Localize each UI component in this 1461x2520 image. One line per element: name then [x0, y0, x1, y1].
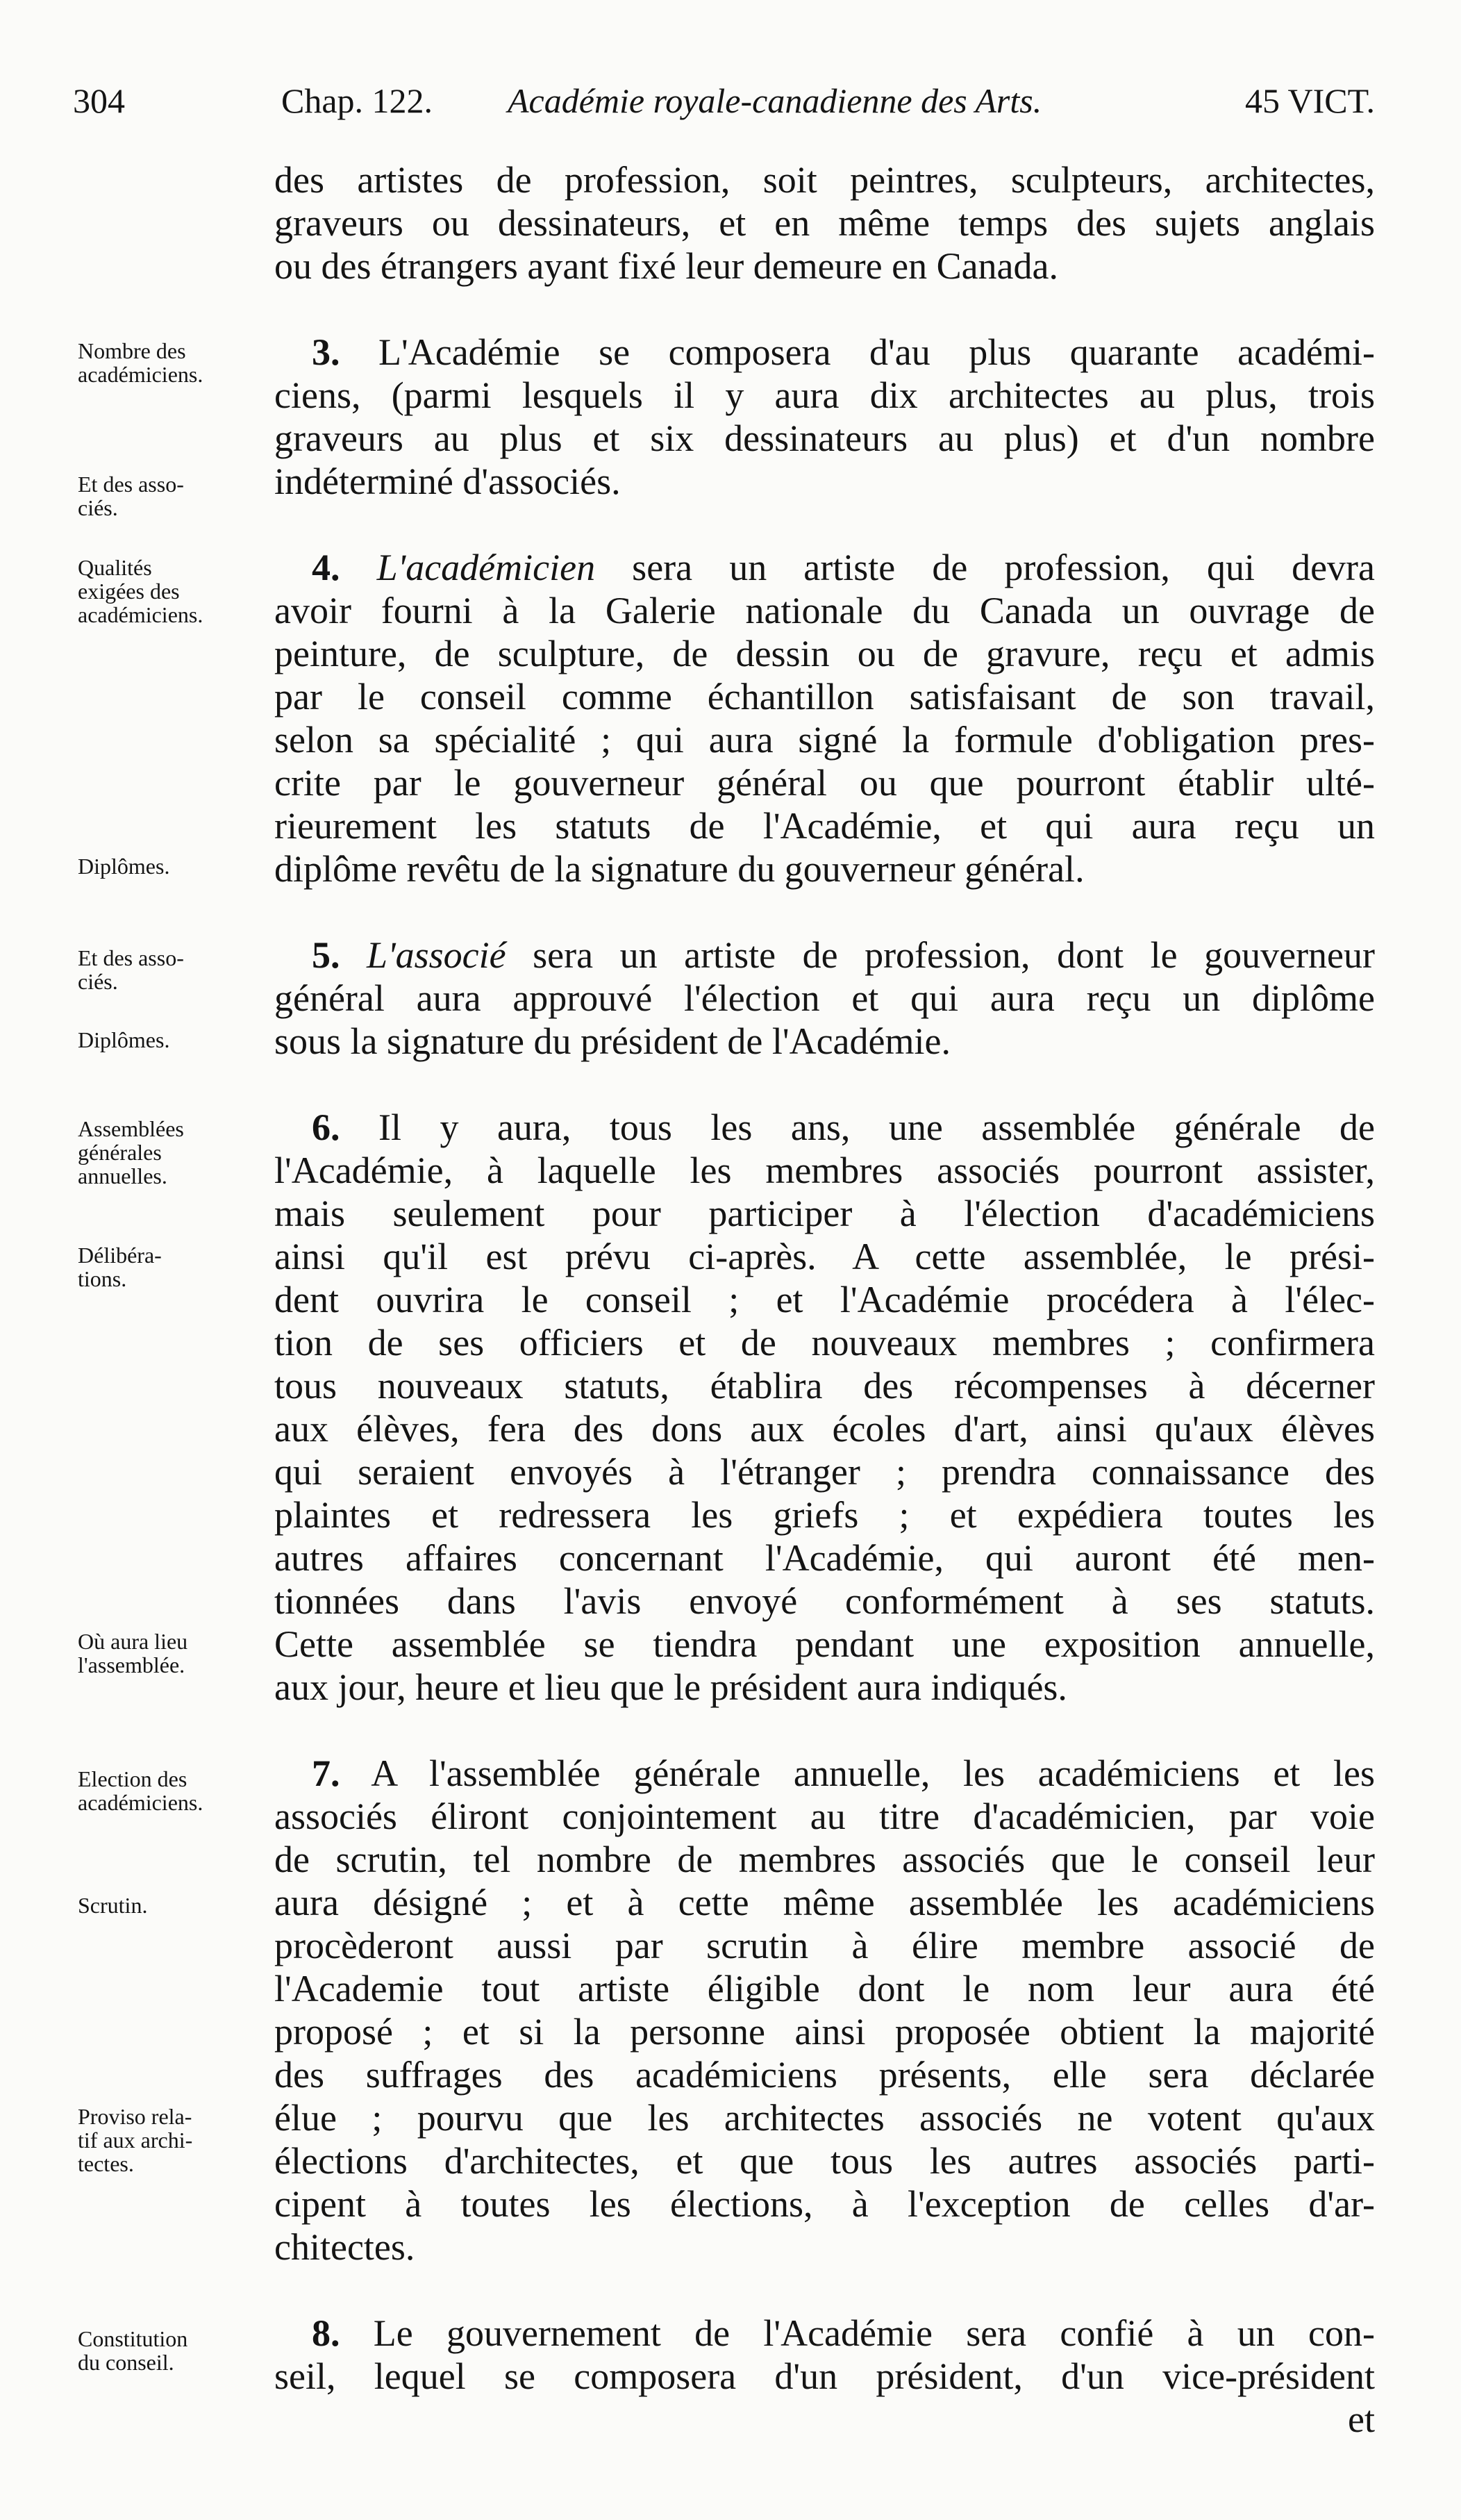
text-line: général aura approuvé l'élection et qui aura reçu un diplôme [274, 977, 1375, 1019]
chapter-number: Chap. 122. [281, 81, 433, 120]
text-line: des artistes de profession, soit peintres, sculpteurs, architectes, [274, 159, 1375, 201]
text-line: Cette assemblée se tiendra pendant une exposition annuelle, [274, 1623, 1375, 1665]
text-line: ou des étrangers ayant fixé leur demeure en Canada. [274, 245, 1058, 287]
text-line: 6. Il y aura, tous les ans, une assemblée générale de [312, 1106, 1375, 1148]
text-line: aura désigné ; et à cette même assemblée les académiciens [274, 1882, 1375, 1923]
text-line: 8. Le gouvernement de l'Académie sera confié à un con- [312, 2312, 1375, 2354]
text-line: 5. L'associé sera un artiste de profession, dont le gouverneur [312, 934, 1375, 976]
text-line: rieurement les statuts de l'Académie, et qui aura reçu un [274, 805, 1375, 847]
section-number: 7. [312, 1752, 340, 1794]
text-line: indéterminé d'associés. [274, 461, 621, 502]
text-line: par le conseil comme échantillon satisfaisant de son travail, [274, 676, 1375, 718]
text-line: diplôme revêtu de la signature du gouverneur général. [274, 848, 1085, 890]
text-line: procèderont aussi par scrutin à élire membre associé de [274, 1925, 1375, 1966]
text-line: élue ; pourvu que les architectes associés ne votent qu'aux [274, 2097, 1375, 2139]
text-line: 3. L'Académie se composera d'au plus quarante académi- [312, 331, 1375, 373]
text-line: peinture, de sculpture, de dessin ou de gravure, reçu et admis [274, 633, 1375, 674]
defined-term: L'académicien [376, 547, 596, 588]
text-line: tous nouveaux statuts, établira des récompenses à décerner [274, 1365, 1375, 1407]
page-number: 304 [73, 81, 125, 120]
margin-note-constitution: Constitution du conseil. [78, 2326, 188, 2375]
section-number: 6. [312, 1106, 340, 1148]
margin-note-associes: Et des asso- ciés. [78, 472, 184, 520]
text-line: des suffrages des académiciens présents, elle sera déclarée [274, 2054, 1375, 2096]
section-number: 3. [312, 331, 340, 373]
text-line: aux élèves, fera des dons aux écoles d'art, ainsi qu'aux élèves [274, 1408, 1375, 1450]
text-line: associés éliront conjointement au titre d'académicien, par voie [274, 1796, 1375, 1837]
margin-note-nombre: Nombre des académiciens. [78, 338, 203, 387]
margin-note-deliberations: Délibéra- tions. [78, 1243, 162, 1291]
margin-note-diplomes: Diplômes. [78, 854, 170, 879]
text-line: élections d'architectes, et que tous les autres associés parti- [274, 2140, 1375, 2182]
text-line: l'Académie, à laquelle les membres associés pourront assister, [274, 1150, 1375, 1191]
margin-note-assemblees: Assemblées générales annuelles. [78, 1116, 184, 1188]
section-number: 4. [312, 547, 340, 588]
margin-note-election: Election des académiciens. [78, 1766, 203, 1815]
text-line: proposé ; et si la personne ainsi proposée obtient la majorité [274, 2011, 1375, 2053]
act-title: Académie royale-canadienne des Arts. [508, 81, 1042, 120]
text-line: mais seulement pour participer à l'élection d'académiciens [274, 1193, 1375, 1234]
section-number: 5. [312, 934, 340, 976]
catchword: et [1348, 2398, 1375, 2440]
text-line: plaintes et redressera les griefs ; et expédiera toutes les [274, 1494, 1375, 1536]
text-line: sous la signature du président de l'Académie. [274, 1020, 951, 1062]
text-line: aux jour, heure et lieu que le président aura indiqués. [274, 1666, 1067, 1708]
text-line: dent ouvrira le conseil ; et l'Académie procédera à l'élec- [274, 1279, 1375, 1320]
margin-note-scrutin: Scrutin. [78, 1893, 148, 1918]
text-line: qui seraient envoyés à l'étranger ; prendra connaissance des [274, 1451, 1375, 1493]
text-line: graveurs ou dessinateurs, et en même temps des sujets anglais [274, 202, 1375, 244]
margin-note-lieu: Où aura lieu l'assemblée. [78, 1629, 188, 1677]
text-line: tionnées dans l'avis envoyé conformément à ses statuts. [274, 1580, 1375, 1622]
regnal-year: 45 VICT. [1244, 81, 1375, 120]
text-line: 4. L'académicien sera un artiste de profession, qui devra [312, 547, 1376, 588]
margin-note-associes: Et des asso- ciés. [78, 945, 184, 994]
text-line: de scrutin, tel nombre de membres associés que le conseil leur [274, 1839, 1375, 1880]
text-line: chitectes. [274, 2226, 415, 2268]
text-line: graveurs au plus et six dessinateurs au plus) et d'un nombre [274, 417, 1375, 459]
text-line: selon sa spécialité ; qui aura signé la formule d'obligation pres- [274, 719, 1375, 761]
text-line: ciens, (parmi lesquels il y aura dix architectes au plus, trois [274, 374, 1375, 416]
text-line: avoir fourni à la Galerie nationale du Canada un ouvrage de [274, 590, 1375, 631]
text-line: 7. A l'assemblée générale annuelle, les académiciens et les [312, 1752, 1375, 1794]
text-line: crite par le gouverneur général ou que pourront établir ulté- [274, 762, 1375, 804]
running-header [73, 69, 1389, 132]
defined-term: L'associé [367, 934, 506, 976]
section-number: 8. [312, 2312, 340, 2354]
text-line: ainsi qu'il est prévu ci-après. A cette assemblée, le prési- [274, 1236, 1375, 1277]
text-line: autres affaires concernant l'Académie, qui auront été men- [274, 1537, 1375, 1579]
margin-note-proviso: Proviso rela- tif aux archi- tectes. [78, 2104, 193, 2176]
text-line: l'Academie tout artiste éligible dont le nom leur aura été [274, 1968, 1375, 2009]
text-line: cipent à toutes les élections, à l'exception de celles d'ar- [274, 2183, 1375, 2225]
margin-note-qualites: Qualités exigées des académiciens. [78, 555, 203, 627]
statute-body [274, 158, 1375, 2441]
text-line: tion de ses officiers et de nouveaux membres ; confirmera [274, 1322, 1375, 1363]
margin-note-diplomes: Diplômes. [78, 1027, 170, 1052]
text-line: seil, lequel se composera d'un président, d'un vice-président [274, 2355, 1375, 2397]
